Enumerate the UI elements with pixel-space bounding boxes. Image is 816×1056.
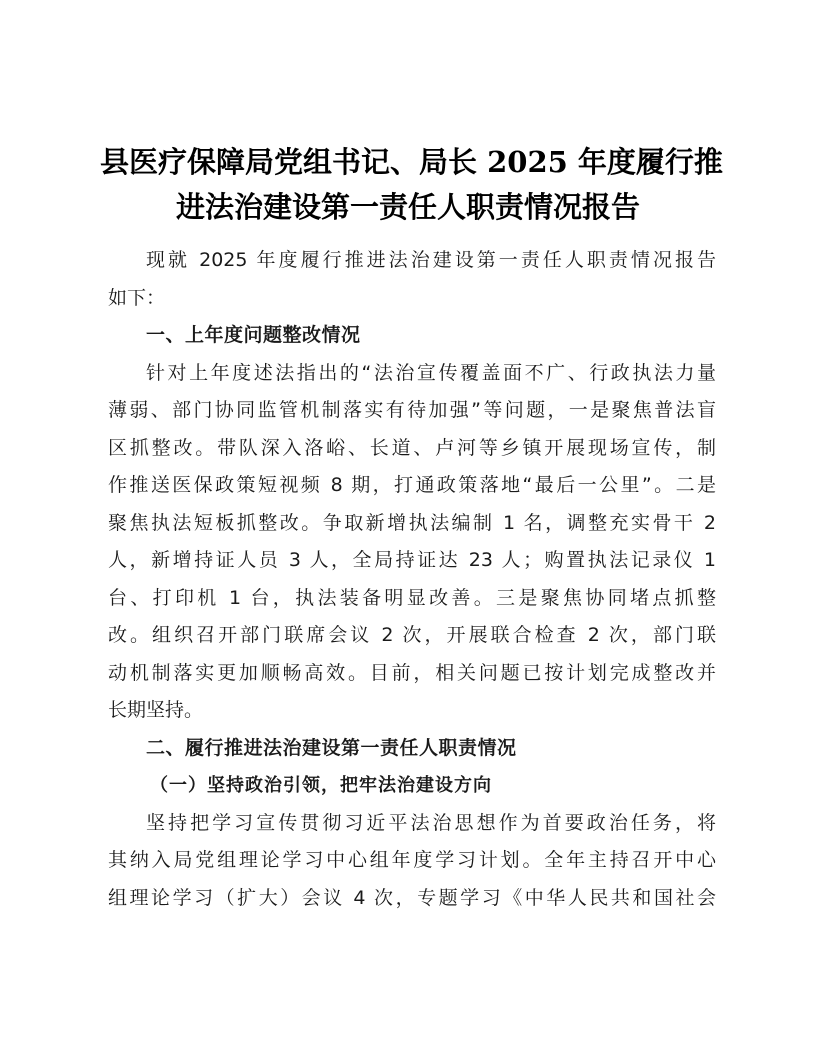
section-2-heading: 二、履行推进法治建设第一责任人职责情况 [146, 736, 517, 759]
section-1-line: 针对上年度述法指出的“法治宣传覆盖面不广、行政执法力量 [146, 361, 716, 384]
section-2-subheading: （一）坚持政治引领，把牢法治建设方向 [150, 775, 492, 796]
section-1-line: 台、打印机 1 台，执法装备明显改善。三是聚焦协同堵点抓整 [108, 586, 716, 609]
section-2-line: 组理论学习（扩大）会议 4 次，专题学习《中华人民共和国社会 [108, 886, 716, 909]
title-line-2: 进法治建设第一责任人职责情况报告 [175, 190, 640, 224]
intro-line-1: 现就 2025 年度履行推进法治建设第一责任人职责情况报告 [146, 249, 716, 271]
document-body [108, 242, 716, 917]
section-1-heading: 一、上年度问题整改情况 [146, 324, 361, 346]
section-2-line: 其纳入局党组理论学习中心组年度学习计划。全年主持召开中心 [108, 849, 716, 871]
section-1-line: 改。组织召开部门联席会议 2 次，开展联合检查 2 次，部门联 [108, 624, 716, 646]
section-1-line: 聚焦执法短板抓整改。争取新增执法编制 1 名，调整充实骨干 2 [108, 511, 716, 534]
section-1-line: 作推送医保政策短视频 8 期，打通政策落地“最后一公里”。二是 [108, 474, 716, 496]
title-line-1: 县医疗保障局党组书记、局长 2025 年度履行推 [100, 145, 723, 179]
document-title [100, 140, 723, 230]
section-1-line: 长期坚持。 [108, 699, 204, 721]
section-1-line: 人，新增持证人员 3 人，全局持证达 23 人；购置执法记录仪 1 [108, 549, 716, 571]
section-1-line: 动机制落实更加顺畅高效。目前，相关问题已按计划完成整改并 [108, 661, 716, 684]
section-2-line: 坚持把学习宣传贯彻习近平法治思想作为首要政治任务，将 [146, 811, 716, 834]
section-1-line: 薄弱、部门协同监管机制落实有待加强”等问题，一是聚焦普法盲 [108, 399, 716, 421]
intro-line-2: 如下： [108, 286, 166, 309]
section-1-line: 区抓整改。带队深入洛峪、长道、卢河等乡镇开展现场宣传，制 [108, 436, 716, 459]
